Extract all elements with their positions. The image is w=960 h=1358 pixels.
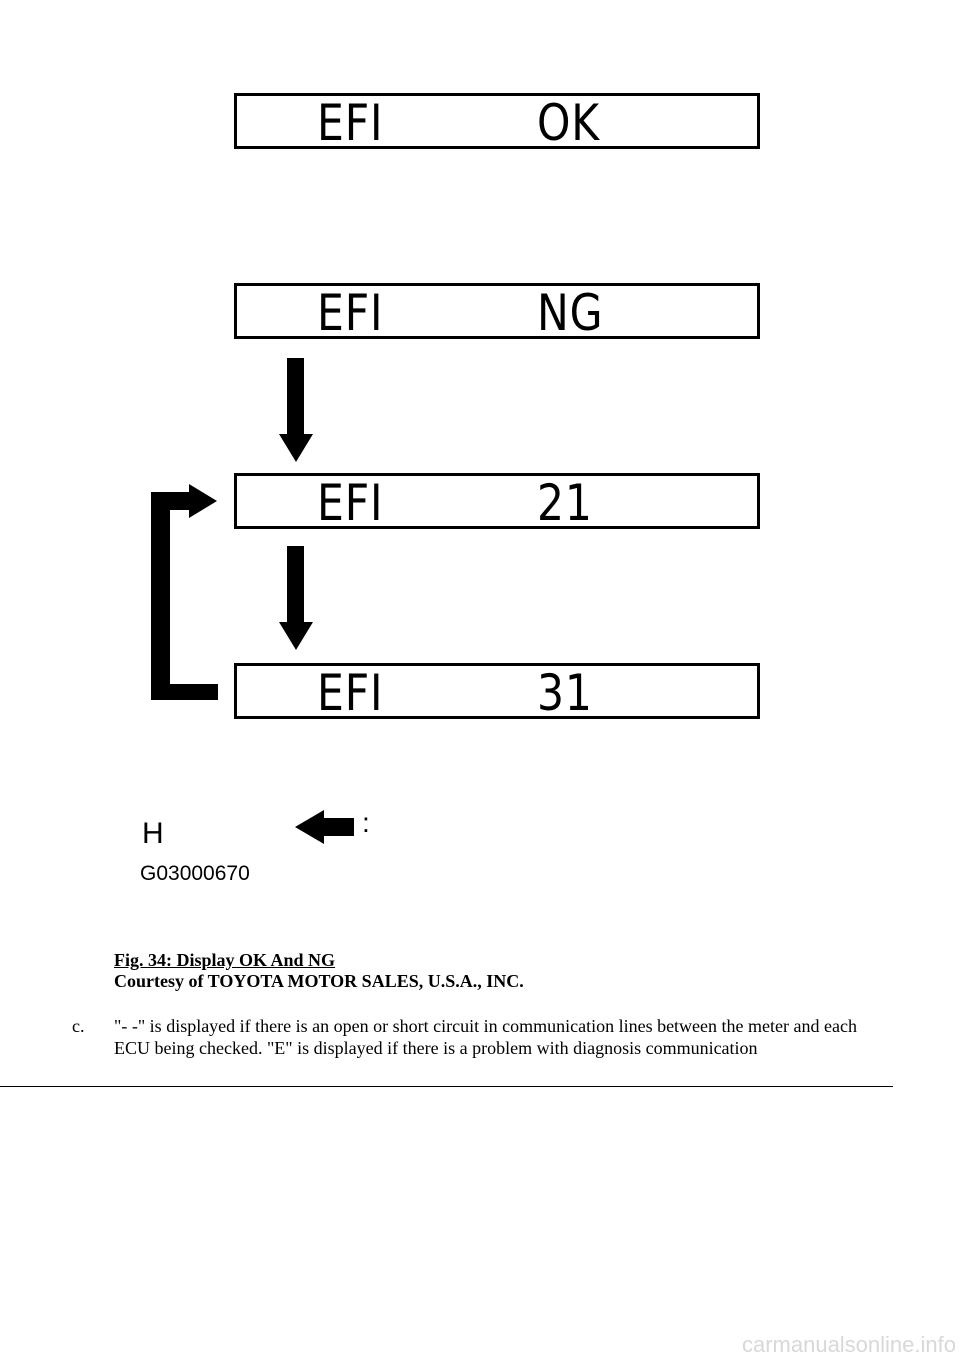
down-arrow-icon [279,358,313,462]
figure-courtesy: Courtesy of TOYOTA MOTOR SALES, U.S.A., INC. [114,971,524,991]
display-system-label: EFI [317,94,384,152]
display-status-value: OK [537,94,601,152]
step-label: c. [72,1016,85,1036]
figure-id: G03000670 [140,862,250,885]
step-text: "- -" is displayed if there is an open or short circuit in communication lines between the meter and each ECU being checked. "E" is displayed if there is a problem with diagnosis communication [114,1016,857,1058]
display-system-label: EFI [317,474,384,532]
display-system-label: EFI [317,664,384,722]
loop-back-arrow-icon [151,484,218,700]
display-status-value: NG [537,284,604,342]
legend-letter: H [142,817,164,850]
display-system-label: EFI [317,284,384,342]
down-arrow-icon [279,546,313,650]
legend-colon: : [362,807,370,838]
watermark: carmanualsonline.info [741,1332,956,1357]
figure-caption: Fig. 34: Display OK And NG [114,950,336,970]
page-divider [0,1086,893,1087]
display-code-value: 21 [537,474,593,532]
left-arrow-icon [295,810,354,844]
display-code-value: 31 [537,664,593,722]
